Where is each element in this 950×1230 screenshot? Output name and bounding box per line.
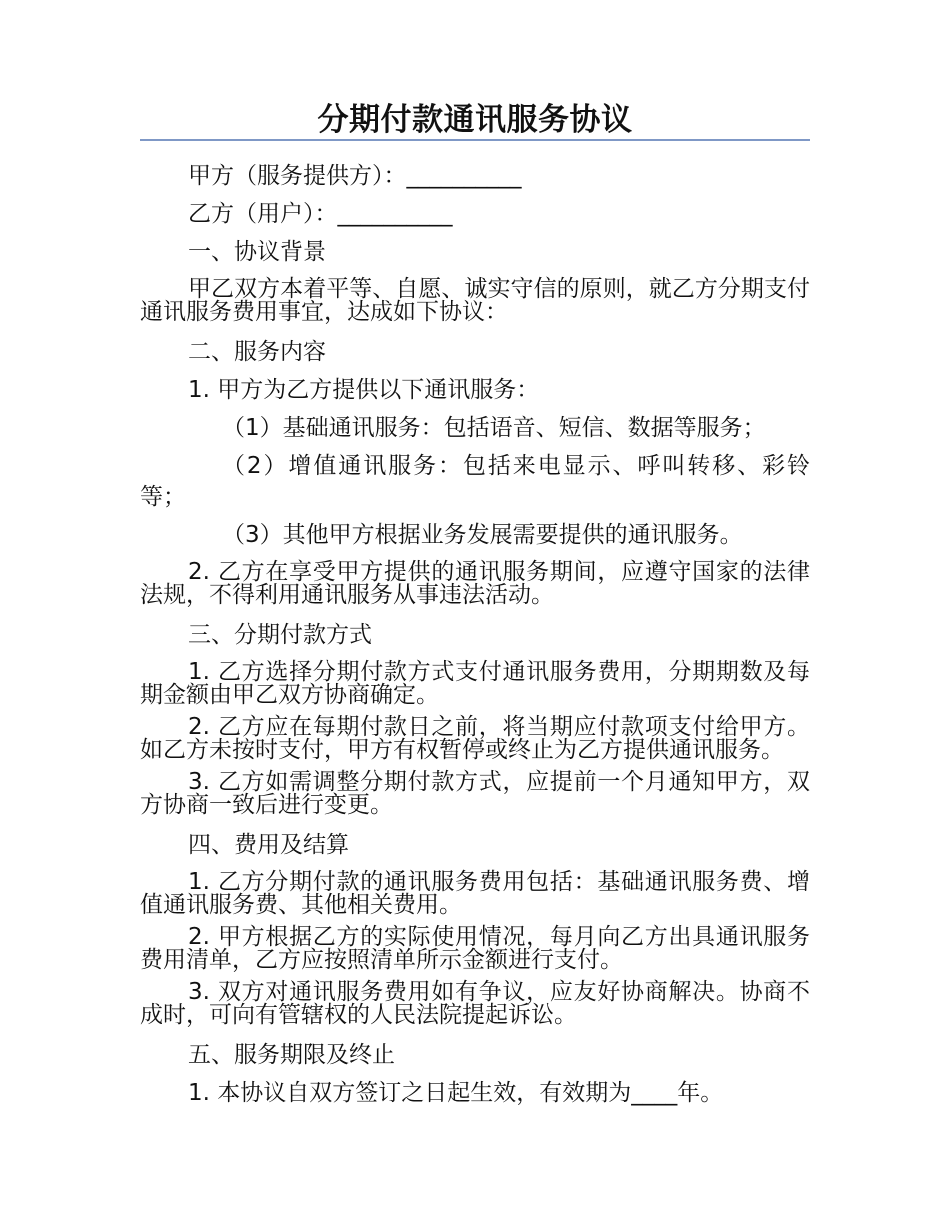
section-heading: 三、分期付款方式: [188, 622, 372, 648]
list-item: 1. 本协议自双方签订之日起生效，有效期为____年。: [188, 1080, 724, 1106]
list-item: 2. 乙方应在每期付款日之前，将当期应付款项支付给甲方。如乙方未按时支付，甲方有权暂停或终止为乙方提供通讯服务。: [140, 714, 810, 763]
list-item: 2. 乙方在享受甲方提供的通讯服务期间，应遵守国家的法律法规，不得利用通讯服务从事违法活动。: [140, 559, 810, 608]
list-item: 3. 双方对通讯服务费用如有争议，应友好协商解决。协商不成时，可向有管辖权的人民法院提起诉讼。: [140, 979, 810, 1028]
title-underline: [140, 139, 810, 141]
section-heading: 四、费用及结算: [188, 832, 349, 858]
list-item: 1. 乙方分期付款的通讯服务费用包括：基础通讯服务费、增值通讯服务费、其他相关费用。: [140, 869, 810, 918]
party-b-line: 乙方（用户）：__________: [188, 201, 453, 227]
list-item: 1. 甲方为乙方提供以下通讯服务：: [188, 377, 540, 403]
sub-list-item: （3）其他甲方根据业务发展需要提供的通讯服务。: [222, 522, 743, 548]
document-title: 分期付款通讯服务协议: [317, 102, 633, 138]
document-body: [140, 157, 810, 1112]
sub-list-item: （1）基础通讯服务：包括语音、短信、数据等服务；: [222, 415, 766, 441]
list-item: 2. 甲方根据乙方的实际使用情况，每月向乙方出具通讯服务费用清单，乙方应按照清单所示金额进行支付。: [140, 924, 810, 973]
section-heading: 五、服务期限及终止: [188, 1042, 395, 1068]
section-heading: 二、服务内容: [188, 339, 326, 365]
party-a-line: 甲方（服务提供方）：__________: [188, 163, 522, 189]
sub-list-item: （2）增值通讯服务：包括来电显示、呼叫转移、彩铃等；: [140, 453, 810, 510]
paragraph: 甲乙双方本着平等、自愿、诚实守信的原则，就乙方分期支付通讯服务费用事宜，达成如下协议：: [140, 276, 810, 325]
section-heading: 一、协议背景: [188, 239, 326, 265]
list-item: 3. 乙方如需调整分期付款方式，应提前一个月通知甲方，双方协商一致后进行变更。: [140, 769, 810, 818]
list-item: 1. 乙方选择分期付款方式支付通讯服务费用，分期期数及每期金额由甲乙双方协商确定。: [140, 659, 810, 708]
